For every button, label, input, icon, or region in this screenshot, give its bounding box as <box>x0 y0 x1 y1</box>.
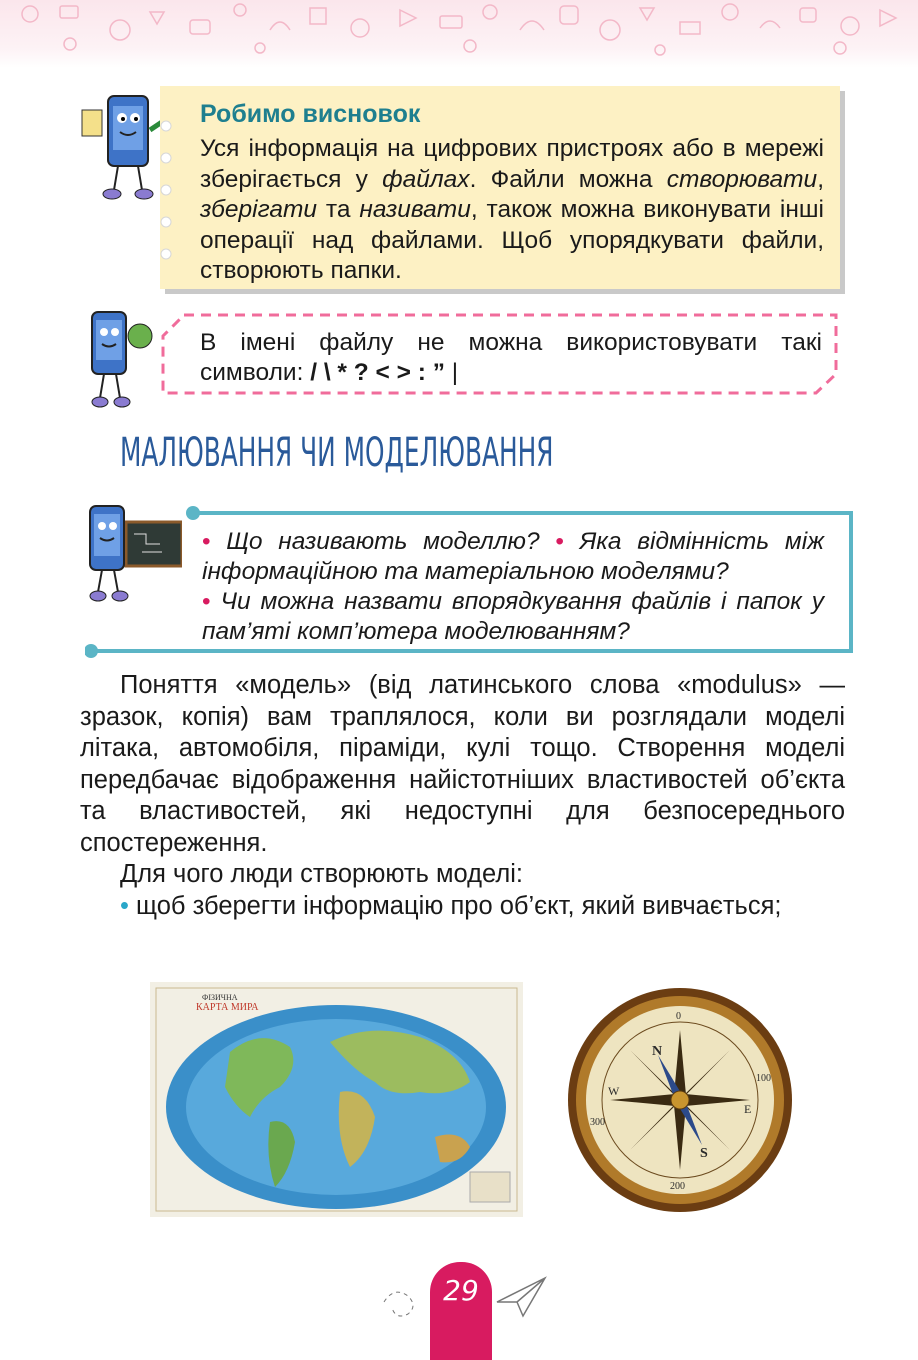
page-number-tab <box>430 1262 492 1360</box>
compass-degree-bottom: 200 <box>670 1181 685 1192</box>
dashed-swirl-decoration <box>380 1282 428 1322</box>
paper-plane-icon <box>493 1272 549 1322</box>
spiral-binding-decoration <box>156 116 176 276</box>
map-title-line2: КАРТА МИРА <box>196 1002 259 1013</box>
section-heading: МАЛЮВАННЯ ЧИ МОДЕЛЮВАННЯ <box>120 430 554 476</box>
body-text <box>80 670 845 922</box>
list-item: • щоб зберегти інформацію про об’єкт, який вивчається; <box>120 891 782 920</box>
phone-mascot-globe <box>80 308 160 413</box>
paragraph-model-concept: Поняття «модель» (від латинського слова «modulus» — зразок, копія) вам траплялося, коли ви розглядали моделі літака, автомобіля, піраміди, кулі тощо. Створення моделі передбачає відображення найістотніших властивостей об’єкта та властивостей, які недоступні для безпосереднього спостереження. <box>80 671 845 857</box>
conclusion-box <box>160 86 840 289</box>
map-title-line1: ФІЗИЧНА <box>202 993 238 1002</box>
compass-degree-top: 0 <box>676 1011 681 1022</box>
compass-degree-left: 300 <box>590 1117 605 1128</box>
questions-box <box>85 505 857 660</box>
questions-text: • Що називають моделлю? • Яка відмінність між інформаційною та матеріальною моделями? • Чи можна назвати впорядкування файлів і папок у пам’яті комп’ютера моделюванням? <box>202 528 824 645</box>
page-number: 29 <box>443 1274 479 1307</box>
conclusion-title: Робимо висновок <box>200 100 421 128</box>
note-text: В імені файлу не можна використовувати такі символи: / \ * ? < > : ” | <box>200 329 822 386</box>
compass-e-label: E <box>744 1102 752 1116</box>
doodle-pattern <box>0 0 918 68</box>
compass-s-label: S <box>700 1146 708 1161</box>
conclusion-text: Уся інформація на цифрових пристроях або в мережі зберігається у файлах. Файли можна створювати, зберігати та називати, також можна виконувати інші операції над файлами. Щоб упорядкувати файли, створюють папки. <box>200 135 824 284</box>
compass-degree-right: 100 <box>756 1073 771 1084</box>
compass-n-label: N <box>652 1044 663 1059</box>
paragraph-why-models: Для чого люди створюють моделі: <box>120 860 523 888</box>
compass-image <box>560 985 800 1215</box>
compass-w-label: W <box>608 1084 620 1098</box>
world-map-image <box>150 982 523 1217</box>
note-box <box>160 312 840 396</box>
top-decorative-band <box>0 0 918 68</box>
